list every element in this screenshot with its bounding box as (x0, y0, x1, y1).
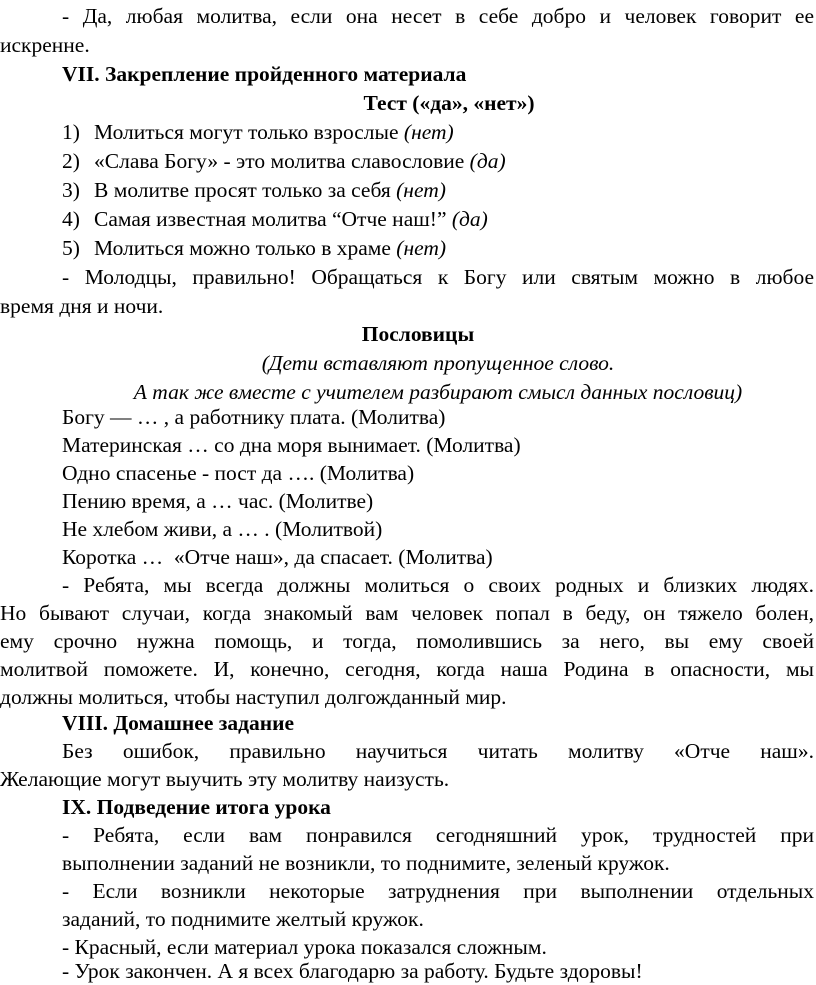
proverb-item: Богу — … , а работнику плата. (Молитва) (62, 405, 446, 429)
test-item-2 (62, 148, 816, 174)
summary-yellow-line-1: - Если возникли некоторые затруднения при выполнении отдельных (62, 879, 814, 903)
proverbs-note-line-1: (Дети вставляют пропущенное слово. (261, 351, 615, 375)
summary-green-line-2: выполнении заданий не возникли, то поднимите, зеленый кружок. (62, 851, 670, 875)
test-item-text: Молиться могут только взрослые (94, 120, 404, 144)
test-item-text: В молитве просят только за себя (94, 178, 397, 202)
test-item-text: Самая известная молитва “Отче наш!” (94, 207, 452, 231)
praise-line-1: - Молодцы, правильно! Обращаться к Богу или святым можно в любое (62, 265, 814, 289)
intro-line-1: - Да, любая молитва, если она несет в себе добро и человек говорит ее (62, 4, 814, 28)
homework-line-2: Желающие могут выучить эту молитву наизусть. (0, 767, 450, 791)
test-item-number: 1) (62, 120, 80, 144)
summary-yellow-line-2: заданий, то поднимите желтый кружок. (62, 907, 424, 931)
proverbs-paragraph-line: - Ребята, мы всегда должны молиться о своих родных и близких людях. (62, 573, 814, 597)
test-item-5 (62, 235, 816, 261)
proverbs-note-line-2: А так же вместе с учителем разбирают смысл данных пословиц) (133, 380, 743, 404)
final-line: - Урок закончен. А я всех благодарю за работу. Будьте здоровы! (62, 959, 643, 983)
homework-line-1: Без ошибок, правильно научиться читать молитву «Отче наш». (62, 739, 814, 763)
proverbs-paragraph-line: должны молиться, чтобы наступил долгожданный мир. (0, 685, 507, 709)
test-item-answer: (да) (451, 207, 488, 231)
summary-red-line: - Красный, если материал урока показался сложным. (62, 935, 547, 959)
test-item-answer: (да) (469, 149, 506, 173)
proverb-item: Одно спасенье - пост да …. (Молитва) (62, 461, 415, 485)
proverb-item: Коротка … «Отче наш», да спасает. (Молитва) (62, 545, 493, 569)
proverb-item: Пению время, а … час. (Молитве) (62, 489, 374, 513)
test-item-1 (62, 119, 816, 145)
section-8-heading: VIII. Домашнее задание (62, 711, 295, 735)
test-item-4 (62, 206, 816, 232)
test-item-text: «Слава Богу» - это молитва славословие (94, 149, 470, 173)
proverbs-title: Пословицы (361, 322, 475, 346)
proverbs-paragraph-line: ему срочно нужна помощь, и тогда, помолившись за него, вы ему своей (0, 629, 814, 653)
test-item-answer: (нет) (403, 120, 454, 144)
test-item-number: 3) (62, 178, 80, 202)
proverbs-paragraph-line: Но бывают случаи, когда знакомый вам человек попал в беду, он тяжело болен, (0, 601, 814, 625)
proverb-item: Не хлебом живи, а … . (Молитвой) (62, 517, 383, 541)
test-item-3 (62, 177, 816, 203)
proverbs-paragraph-line: молитвой поможете. И, конечно, сегодня, когда наша Родина в опасности, мы (0, 657, 814, 681)
proverb-item: Материнская … со дна моря вынимает. (Молитва) (62, 433, 521, 457)
test-item-number: 4) (62, 207, 80, 231)
test-item-number: 2) (62, 149, 80, 173)
intro-line-2: искренне. (0, 33, 90, 57)
test-item-text: Молиться можно только в храме (94, 236, 397, 260)
test-item-answer: (нет) (396, 178, 446, 202)
praise-line-2: время дня и ночи. (0, 294, 164, 318)
test-item-number: 5) (62, 236, 80, 260)
test-item-answer: (нет) (396, 236, 447, 260)
section-9-heading: IX. Подведение итога урока (62, 795, 331, 819)
summary-green-line-1: - Ребята, если вам понравился сегодняшний урок, трудностей при (62, 823, 814, 847)
test-title: Тест («да», «нет») (363, 91, 535, 115)
section-7-heading: VII. Закрепление пройденного материала (62, 62, 467, 86)
